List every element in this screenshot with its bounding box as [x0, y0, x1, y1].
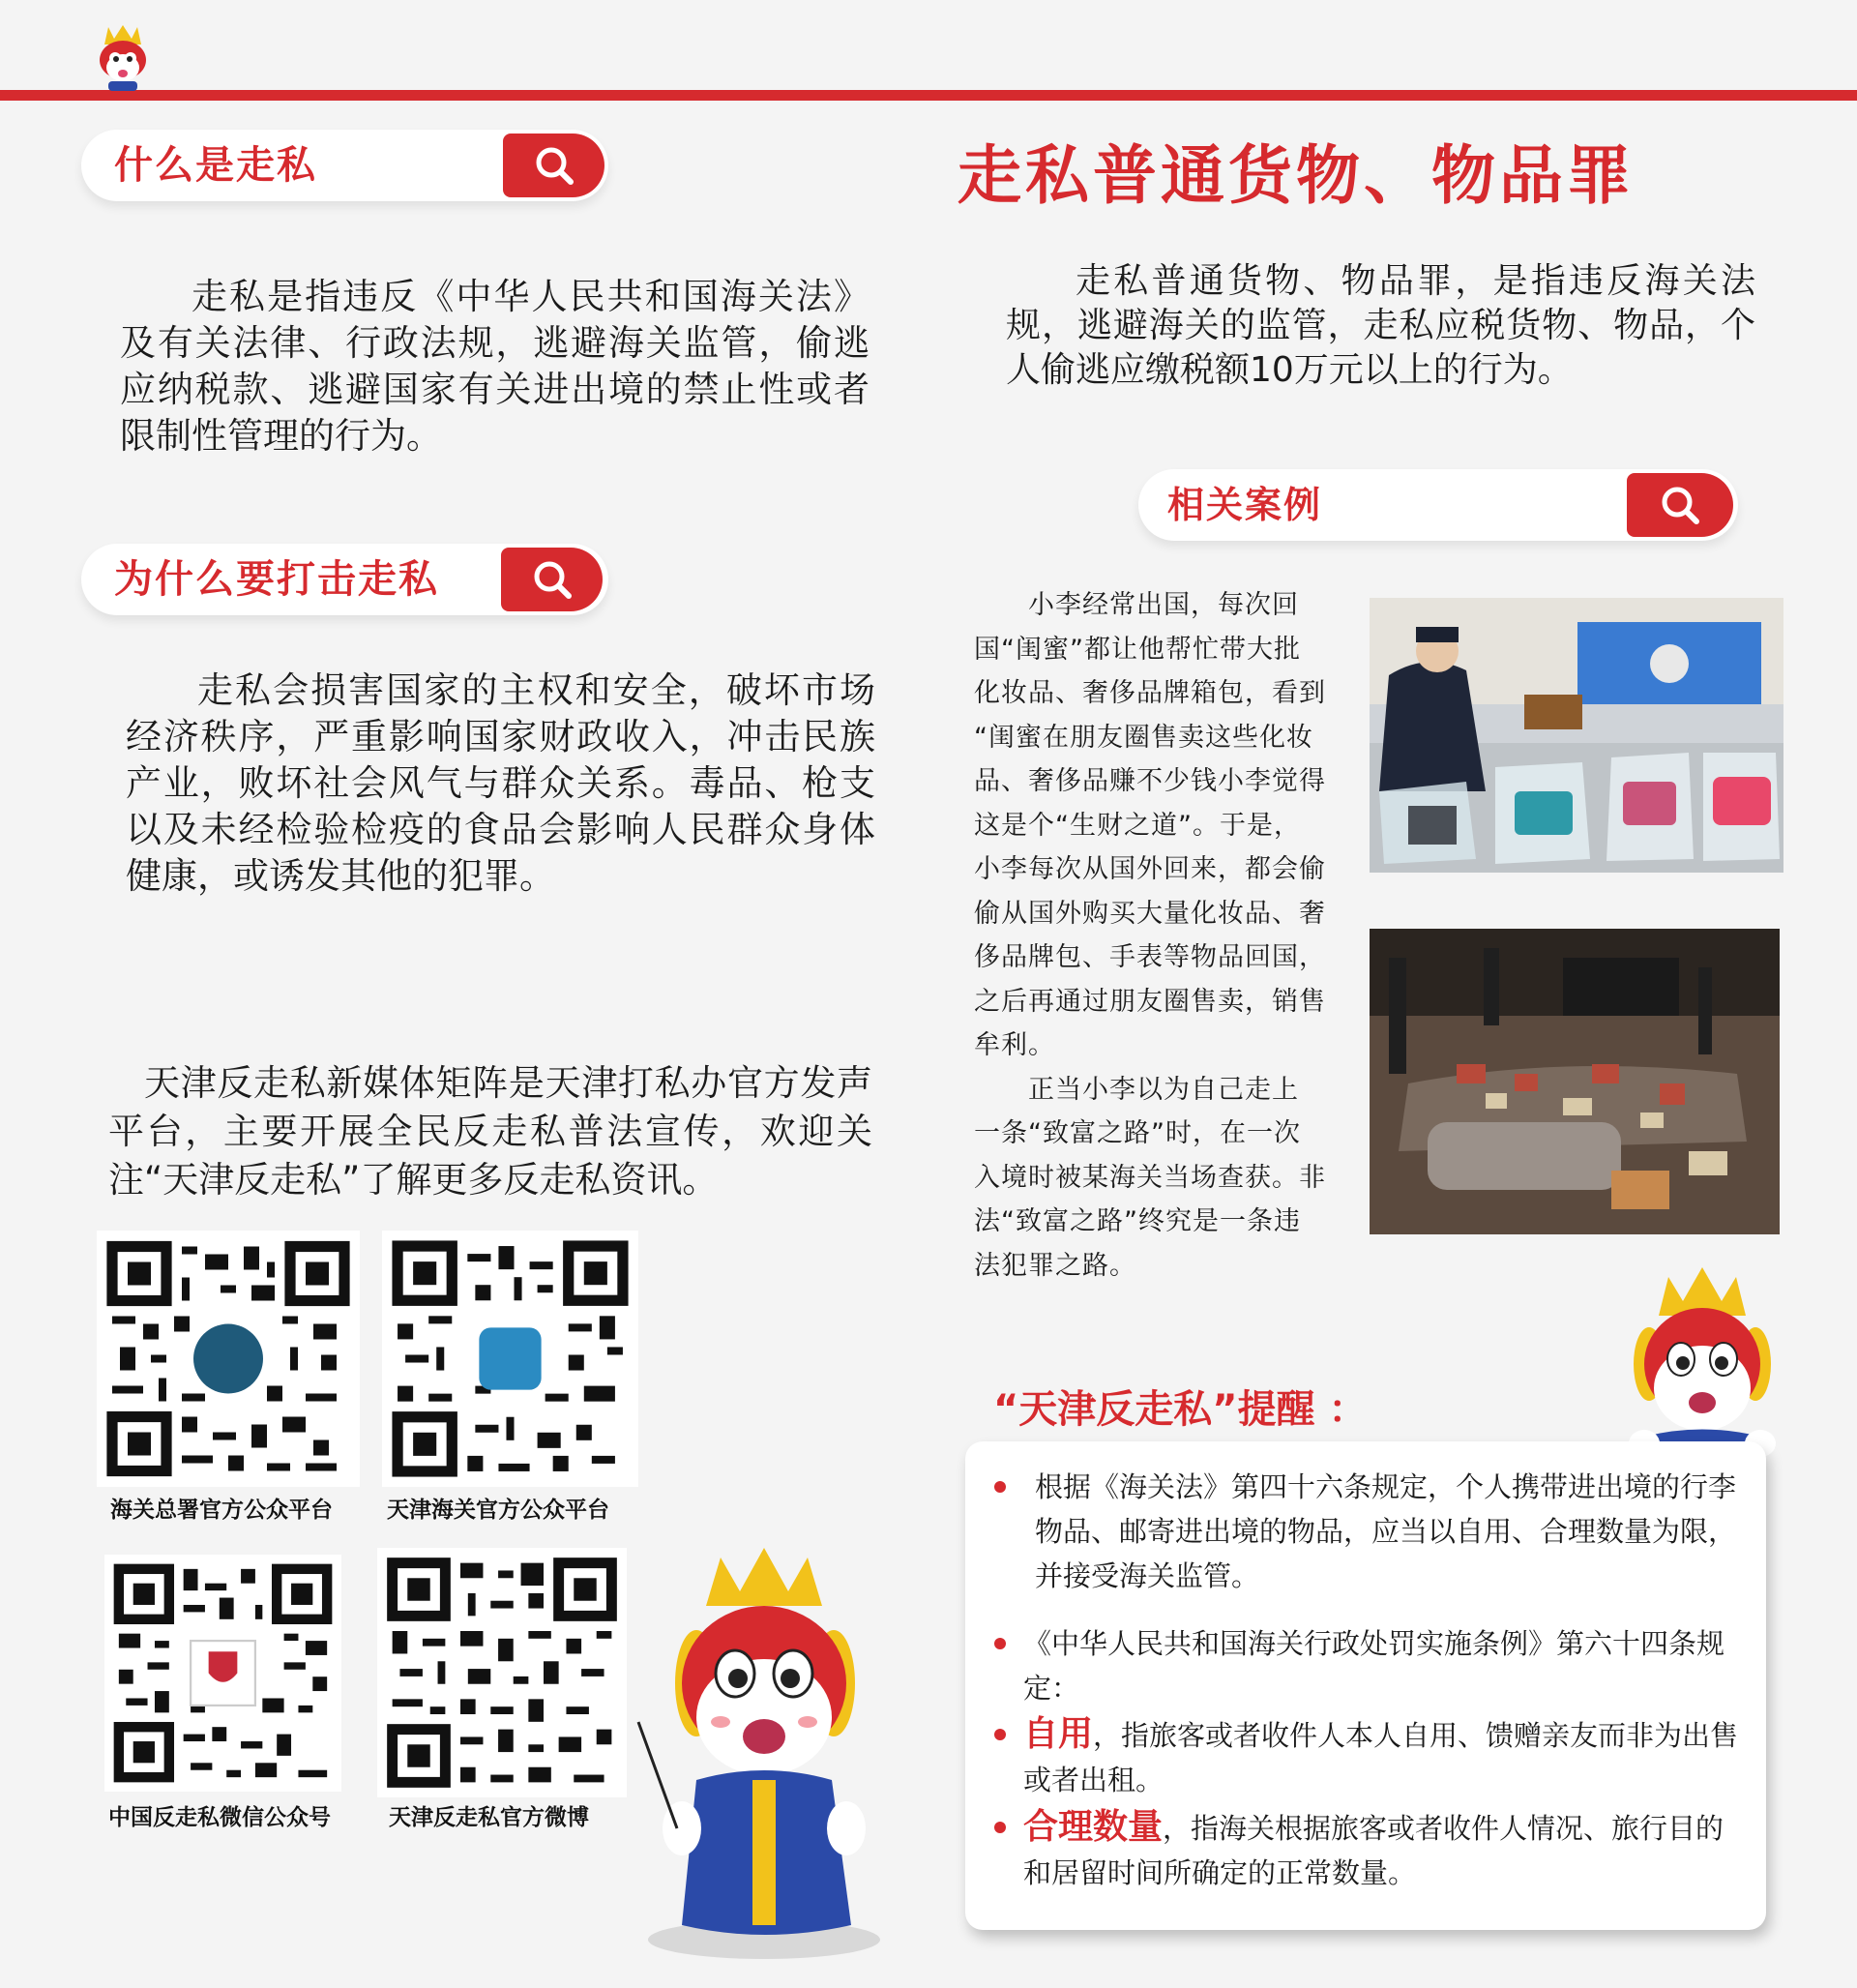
top-red-line [0, 90, 1857, 101]
case-line: 一条“致富之路”时，在一次 [974, 1118, 1301, 1148]
qr-code-icon [377, 1548, 627, 1797]
case-photo-room-goods [1370, 929, 1780, 1234]
case-line: 品、奢侈品赚不少钱小李觉得 [974, 766, 1326, 796]
page-title: 走私普通货物、物品罪 [958, 138, 1635, 213]
qr-code-customs-general[interactable] [97, 1231, 360, 1487]
section-header-what-is-smuggling [81, 130, 608, 201]
case-line: 之后再通过朋友圈售卖，销售 [974, 986, 1326, 1017]
case-line: 这是个“生财之道”。于是， [974, 810, 1301, 841]
why-fight-smuggling-text: 走私会损害国家的主权和安全，破坏市场经济秩序，严重影响国家财政收入，冲击民族产业，败坏社会风气与群众关系。毒品、枪支以及未经检验检疫的食品会影响人民群众身体健康，或诱发其他的犯罪。 [126, 669, 875, 897]
case-story [974, 583, 1347, 1288]
case-line: 牟利。 [974, 1030, 1055, 1060]
qr-caption: 天津反走私官方微博 [389, 1805, 589, 1830]
search-button[interactable] [501, 548, 603, 611]
crime-definition-text: 走私普通货物、物品罪，是指违反海关法规，逃避海关的监管，走私应税货物、物品，个人偷逃应缴税额10万元以上的行为。 [1006, 261, 1755, 390]
bullet-icon [994, 1729, 1006, 1740]
qr-code-china-anti-smuggling[interactable] [104, 1555, 341, 1792]
qr-caption: 天津海关官方公众平台 [387, 1498, 609, 1523]
section-title: 为什么要打击走私 [114, 557, 439, 602]
case-line: 法“致富之路”终究是一条违 [974, 1206, 1301, 1236]
search-button[interactable] [1627, 473, 1733, 537]
reminder-term-reasonable-quantity [1000, 1805, 1747, 1895]
case-line: 入境时被某海关当场查获。非 [974, 1162, 1326, 1193]
case-photo-seized-bags [1370, 598, 1783, 873]
bullet-icon [994, 1638, 1006, 1649]
case-line: “闺蜜在朋友圈售卖这些化妆 [974, 722, 1313, 753]
qr-code-icon [97, 1231, 360, 1487]
section-title: 相关案例 [1167, 484, 1323, 526]
mascot-peek-icon [1615, 1267, 1789, 1461]
mascot-logo-icon [87, 21, 159, 93]
reminder-box [965, 1441, 1766, 1930]
media-matrix-intro: 天津反走私新媒体矩阵是天津打私办官方发声平台，主要开展全民反走私普法宣传，欢迎关注“天津反走私”了解更多反走私资讯。 [108, 1062, 872, 1201]
term-self-use: 自用 [1023, 1714, 1094, 1754]
case-line: 国“闺蜜”都让他帮忙带大批 [974, 634, 1301, 665]
case-line: 正当小李以为自己走上 [974, 1074, 1299, 1105]
reminder-term-self-use [1000, 1712, 1747, 1802]
term-reasonable-quantity-def: ，指海关根据旅客或者收件人情况、旅行目的和居留时间所确定的正常数量。 [1023, 1812, 1724, 1889]
case-line: 小李经常出国，每次回 [974, 590, 1299, 620]
section-header-why-fight-smuggling [81, 544, 608, 615]
search-icon [1659, 484, 1701, 526]
section-title: 什么是走私 [114, 143, 317, 188]
qr-caption: 中国反走私微信公众号 [108, 1805, 331, 1830]
search-icon [533, 144, 575, 187]
bullet-icon [994, 1481, 1006, 1493]
term-reasonable-quantity: 合理数量 [1023, 1807, 1164, 1847]
case-line: 偷从国外购买大量化妆品、奢 [974, 898, 1326, 929]
reminder-title: “天津反走私”提醒 ： [993, 1387, 1368, 1432]
qr-code-icon [104, 1555, 341, 1792]
what-is-smuggling-text: 走私是指违反《中华人民共和国海关法》及有关法律、行政法规，逃避海关监管，偷逃应纳税款、逃避国家有关进出境的禁止性或者限制性管理的行为。 [120, 276, 870, 457]
reminder-item-2: 《中华人民共和国海关行政处罚实施条例》第六十四条规定： [1000, 1621, 1747, 1710]
case-line: 化妆品、奢侈品牌箱包，看到 [974, 678, 1326, 708]
qr-code-icon [382, 1231, 638, 1487]
section-header-related-cases [1138, 469, 1738, 541]
bullet-icon [994, 1822, 1006, 1833]
case-line: 法犯罪之路。 [974, 1250, 1136, 1281]
case-line: 小李每次从国外回来，都会偷 [974, 854, 1326, 884]
qr-caption: 海关总署官方公众平台 [110, 1498, 333, 1523]
qr-code-tianjin-weibo[interactable] [377, 1548, 627, 1797]
mascot-figure-icon [629, 1538, 919, 1964]
reminder-item-1: 根据《海关法》第四十六条规定，个人携带进出境的行李物品、邮寄进出境的物品，应当以自用、合理数量为限，并接受海关监管。 [1000, 1465, 1747, 1598]
search-button[interactable] [503, 134, 604, 197]
case-line: 侈品牌包、手表等物品回国， [974, 942, 1326, 972]
search-icon [531, 558, 574, 601]
term-self-use-def: ，指旅客或者收件人本人自用、馈赠亲友而非为出售或者出租。 [1023, 1719, 1739, 1796]
qr-code-tianjin-customs[interactable] [382, 1231, 638, 1487]
